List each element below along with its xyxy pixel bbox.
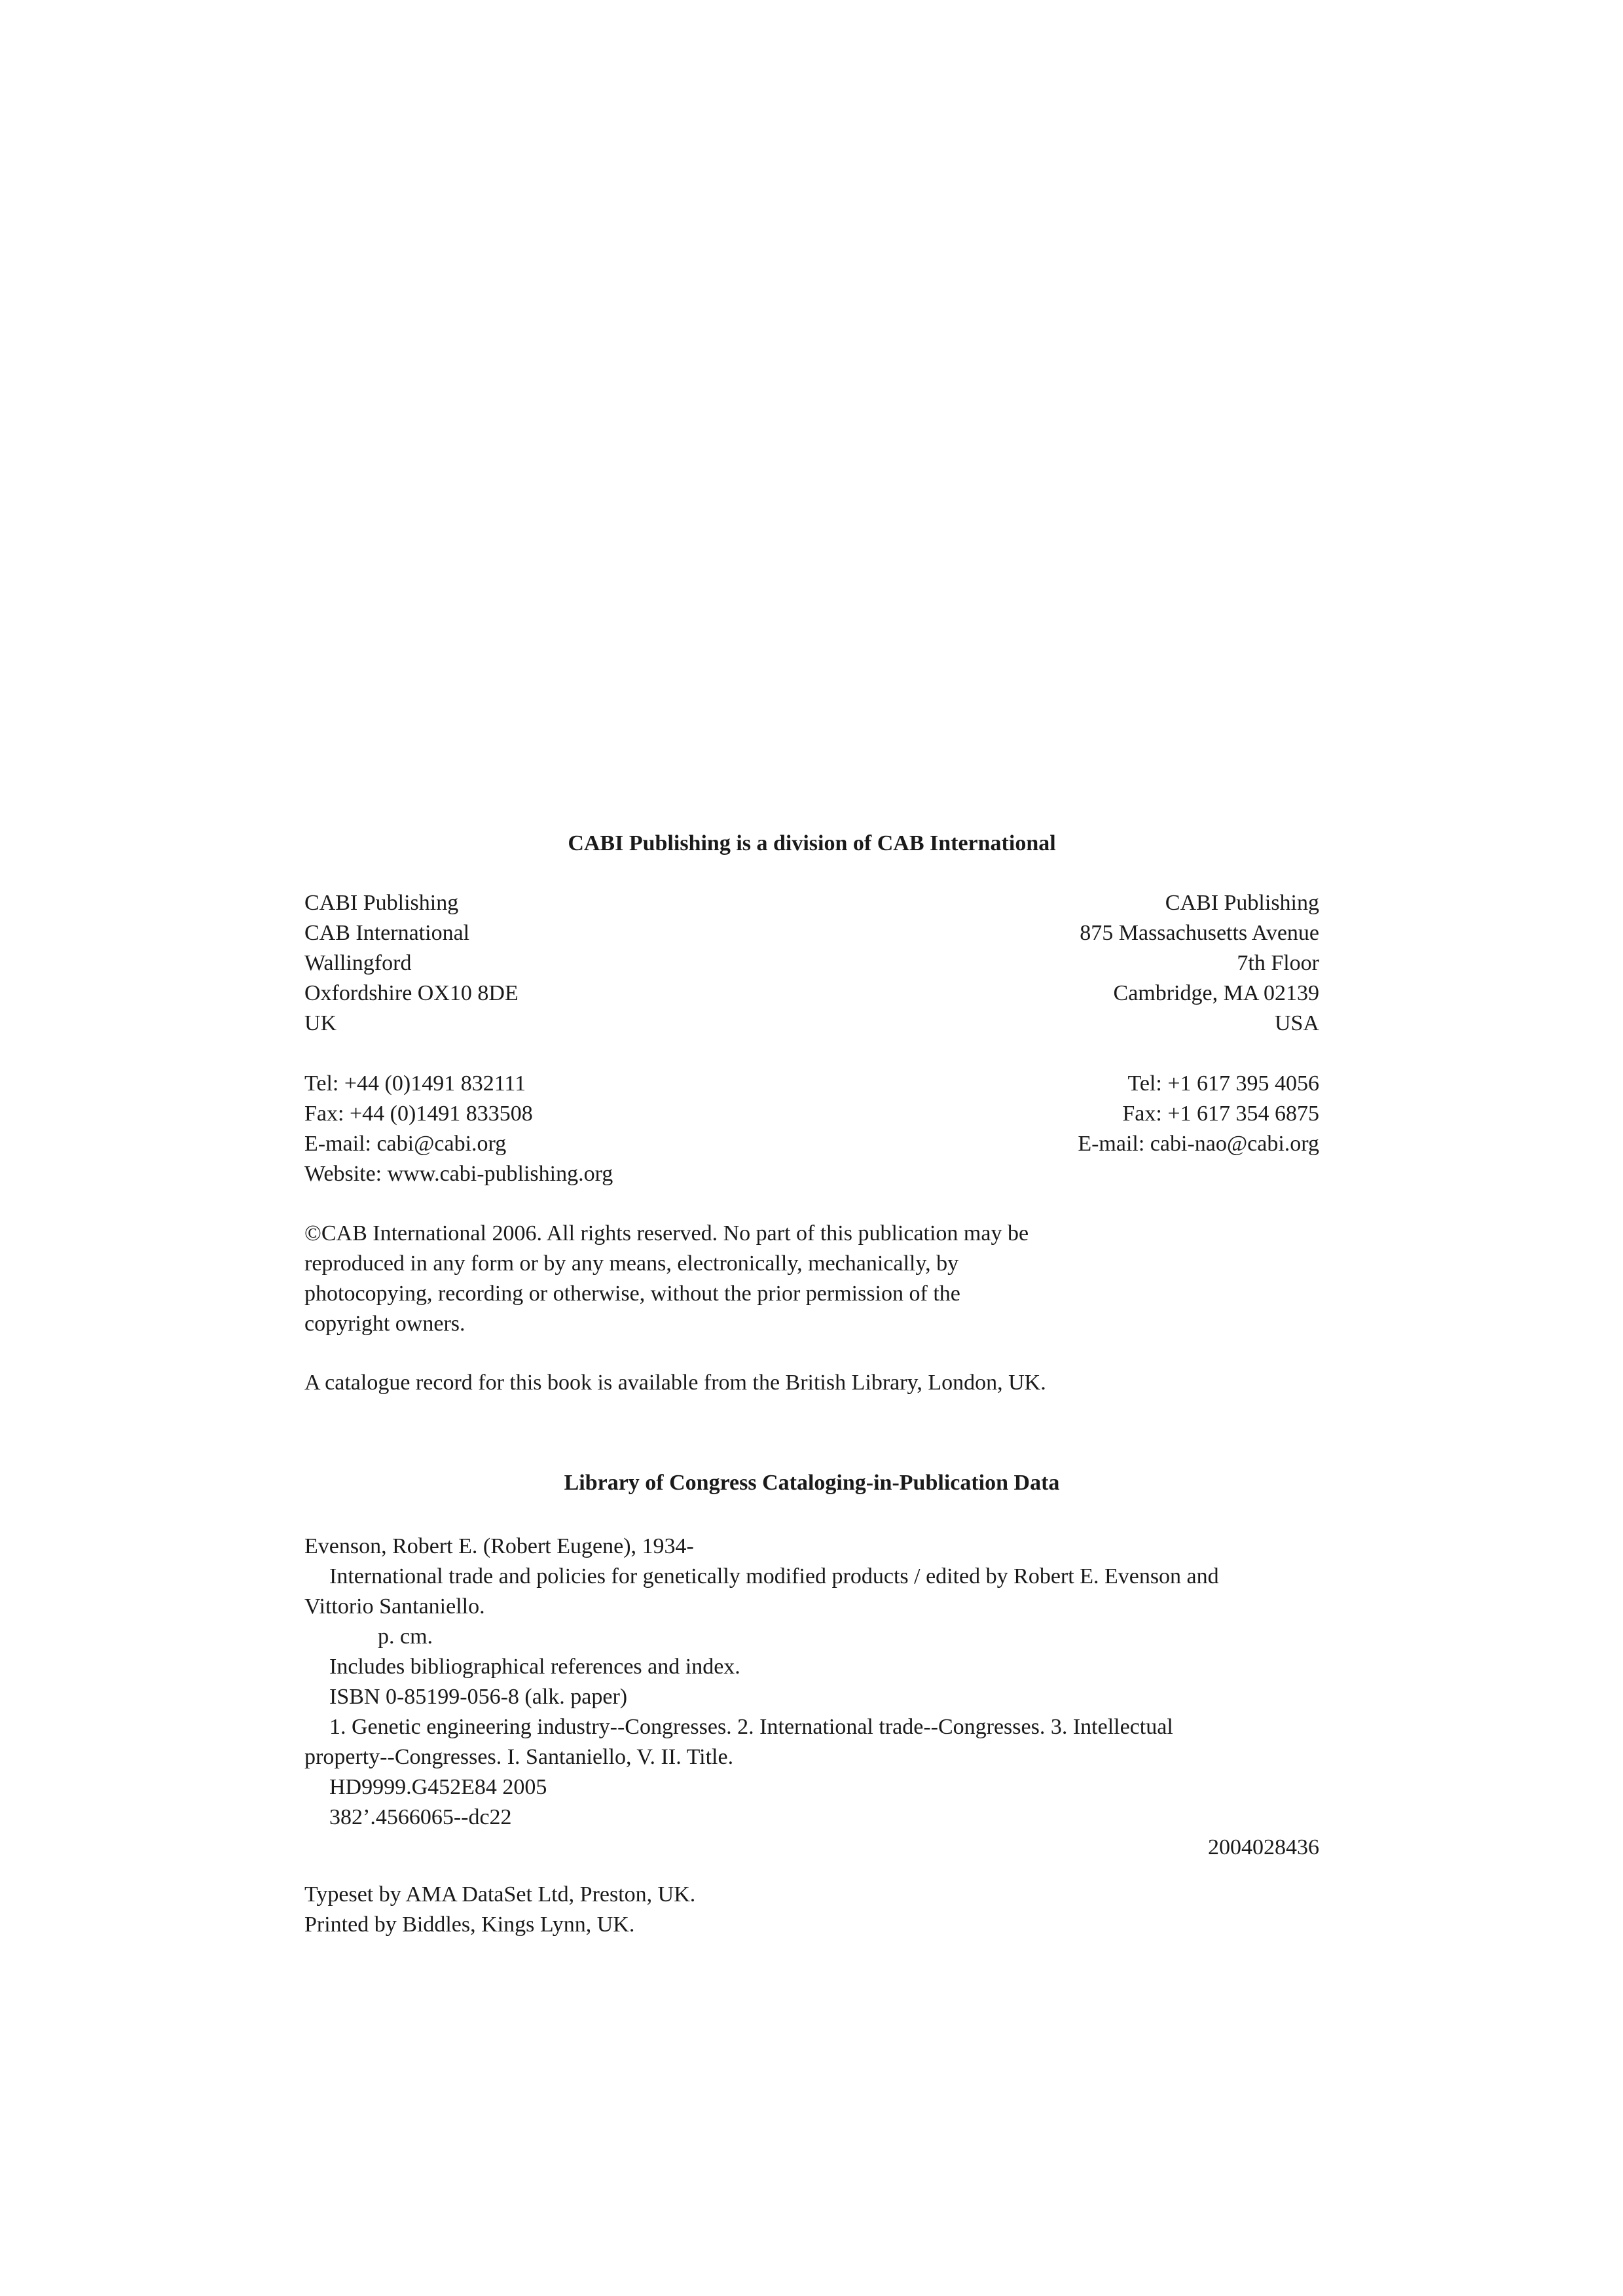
uk-address-line: Oxfordshire OX10 8DE [304, 981, 519, 1005]
us-address-line: Cambridge, MA 02139 [1113, 981, 1319, 1005]
us-office [1078, 888, 1319, 1189]
cip-lc-class: HD9999.G452E84 2005 [329, 1775, 547, 1799]
printed-credit: Printed by Biddles, Kings Lynn, UK. [304, 1912, 635, 1937]
loc-heading: Library of Congress Cataloging-in-Publication Data [564, 1471, 1060, 1495]
uk-tel: Tel: +44 (0)1491 832111 [304, 1071, 526, 1096]
publisher-heading: CABI Publishing is a division of CAB International [568, 831, 1056, 855]
uk-email: E-mail: cabi@cabi.org [304, 1132, 507, 1156]
uk-address-line: Wallingford [304, 951, 412, 975]
uk-address-line: CABI Publishing [304, 891, 459, 915]
uk-website: Website: www.cabi-publishing.org [304, 1162, 613, 1186]
cip-subjects-line: 1. Genetic engineering industry--Congresses. 2. International trade--Congresses. 3. Intellectual [329, 1715, 1173, 1739]
cip-author: Evenson, Robert E. (Robert Eugene), 1934- [304, 1534, 694, 1558]
cip-title-line: Vittorio Santaniello. [304, 1594, 485, 1619]
catalogue-record-text: A catalogue record for this book is available from the British Library, London, UK. [304, 1371, 1046, 1395]
us-email: E-mail: cabi-nao@cabi.org [1078, 1132, 1319, 1156]
catalogue-record [304, 1368, 1319, 1398]
cip-includes: Includes bibliographical references and index. [329, 1655, 740, 1679]
office-addresses [304, 888, 1319, 1189]
copyright-line: copyright owners. [304, 1312, 465, 1336]
cip-title-line: International trade and policies for genetically modified products / edited by Robert E. Evenson and [329, 1564, 1219, 1588]
cip-dewey: 382’.4566065--dc22 [329, 1805, 512, 1829]
us-address-line: 875 Massachusetts Avenue [1080, 921, 1319, 945]
cip-data [304, 1532, 1319, 1863]
cip-isbn: ISBN 0-85199-056-8 (alk. paper) [329, 1685, 628, 1709]
us-fax: Fax: +1 617 354 6875 [1122, 1102, 1319, 1126]
us-address-line: 7th Floor [1237, 951, 1319, 975]
typeset-credit: Typeset by AMA DataSet Ltd, Preston, UK. [304, 1882, 696, 1907]
cip-subjects-line: property--Congresses. I. Santaniello, V. II. Title. [304, 1745, 734, 1769]
us-tel: Tel: +1 617 395 4056 [1127, 1071, 1319, 1096]
copyright-line: photocopying, recording or otherwise, without the prior permission of the [304, 1282, 960, 1306]
uk-office [304, 888, 613, 1189]
us-address-line: CABI Publishing [1165, 891, 1319, 915]
copyright-notice [304, 1219, 1319, 1339]
cip-lccn: 2004028436 [1208, 1835, 1319, 1859]
uk-address-line: UK [304, 1011, 337, 1035]
copyright-line: ©CAB International 2006. All rights reserved. No part of this publication may be [304, 1221, 1029, 1246]
us-address-line: USA [1274, 1011, 1319, 1035]
cip-pages: p. cm. [378, 1624, 433, 1649]
copyright-line: reproduced in any form or by any means, electronically, mechanically, by [304, 1251, 959, 1276]
uk-address-line: CAB International [304, 921, 470, 945]
uk-fax: Fax: +44 (0)1491 833508 [304, 1102, 533, 1126]
print-credits [304, 1880, 1319, 1940]
